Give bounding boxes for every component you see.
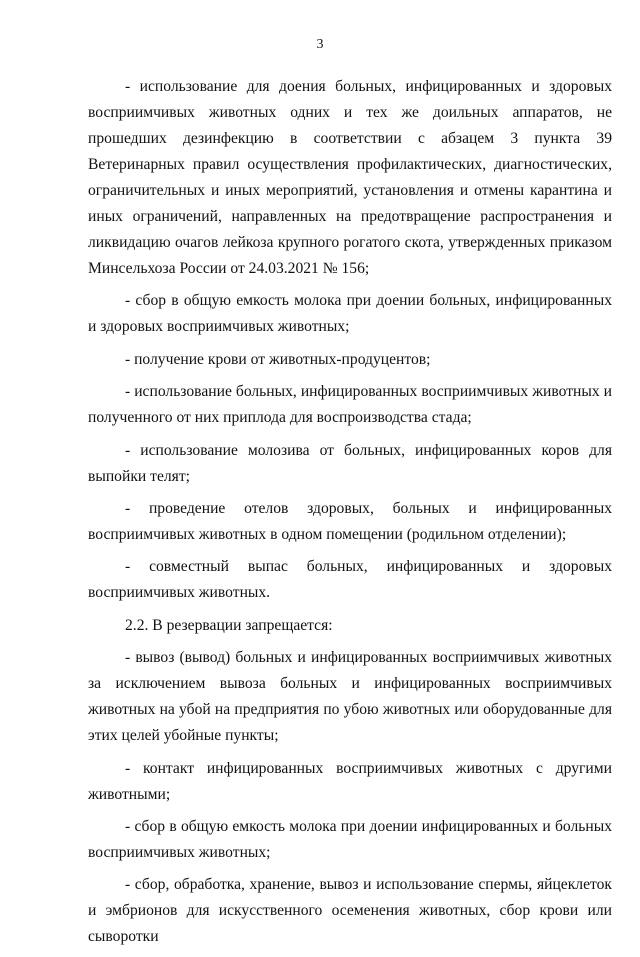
paragraph: - сбор в общую емкость молока при доении инфицированных и больных восприимчивых животных; — [88, 817, 612, 861]
document-body — [88, 74, 612, 957]
paragraph: - вывоз (вывод) больных и инфицированных восприимчивых животных за исключением вывоза больных и инфицированных восприимчивых животных на убой на предприятия по убою животных или оборудованные для этих целей убойные пункты; — [88, 649, 612, 745]
paragraph: - совместный выпас больных, инфицированных и здоровых восприимчивых животных. — [88, 558, 612, 602]
page-number: 3 — [316, 37, 324, 52]
paragraph: - проведение отелов здоровых, больных и инфицированных восприимчивых животных в одном помещении (родильном отделении); — [88, 499, 612, 543]
paragraph: - контакт инфицированных восприимчивых животных с другими животными; — [88, 759, 612, 803]
paragraph: - сбор, обработка, хранение, вывоз и использование спермы, яйцеклеток и эмбрионов для искусственного осеменения животных, сбор крови или сыворотки — [88, 876, 612, 946]
paragraph: - получение крови от животных-продуцентов; — [125, 350, 431, 368]
paragraph: - сбор в общую емкость молока при доении больных, инфицированных и здоровых восприимчивых животных; — [88, 292, 612, 336]
paragraph: - использование молозива от больных, инфицированных коров для выпойки телят; — [88, 441, 612, 485]
paragraph: - использование больных, инфицированных восприимчивых животных и полученного от них приплода для воспроизводства стада; — [88, 383, 612, 427]
paragraph: - использование для доения больных, инфицированных и здоровых восприимчивых животных одних и тех же доильных аппаратов, не прошедших дезинфекцию в соответствии с абзацем 3 пункта 39 Ветеринарных правил осуществления профилактических, диагностических, ограничительных и иных мероприятий, установления и отмены карантина и иных ограничений, направленных на предотвращение распространения и ликвидацию очагов лейкоза крупного рогатого скота, утвержденных приказом Минсельхоза России от 24.03.2021 № 156; — [88, 78, 612, 277]
section-heading: 2.2. В резервации запрещается: — [125, 616, 333, 634]
